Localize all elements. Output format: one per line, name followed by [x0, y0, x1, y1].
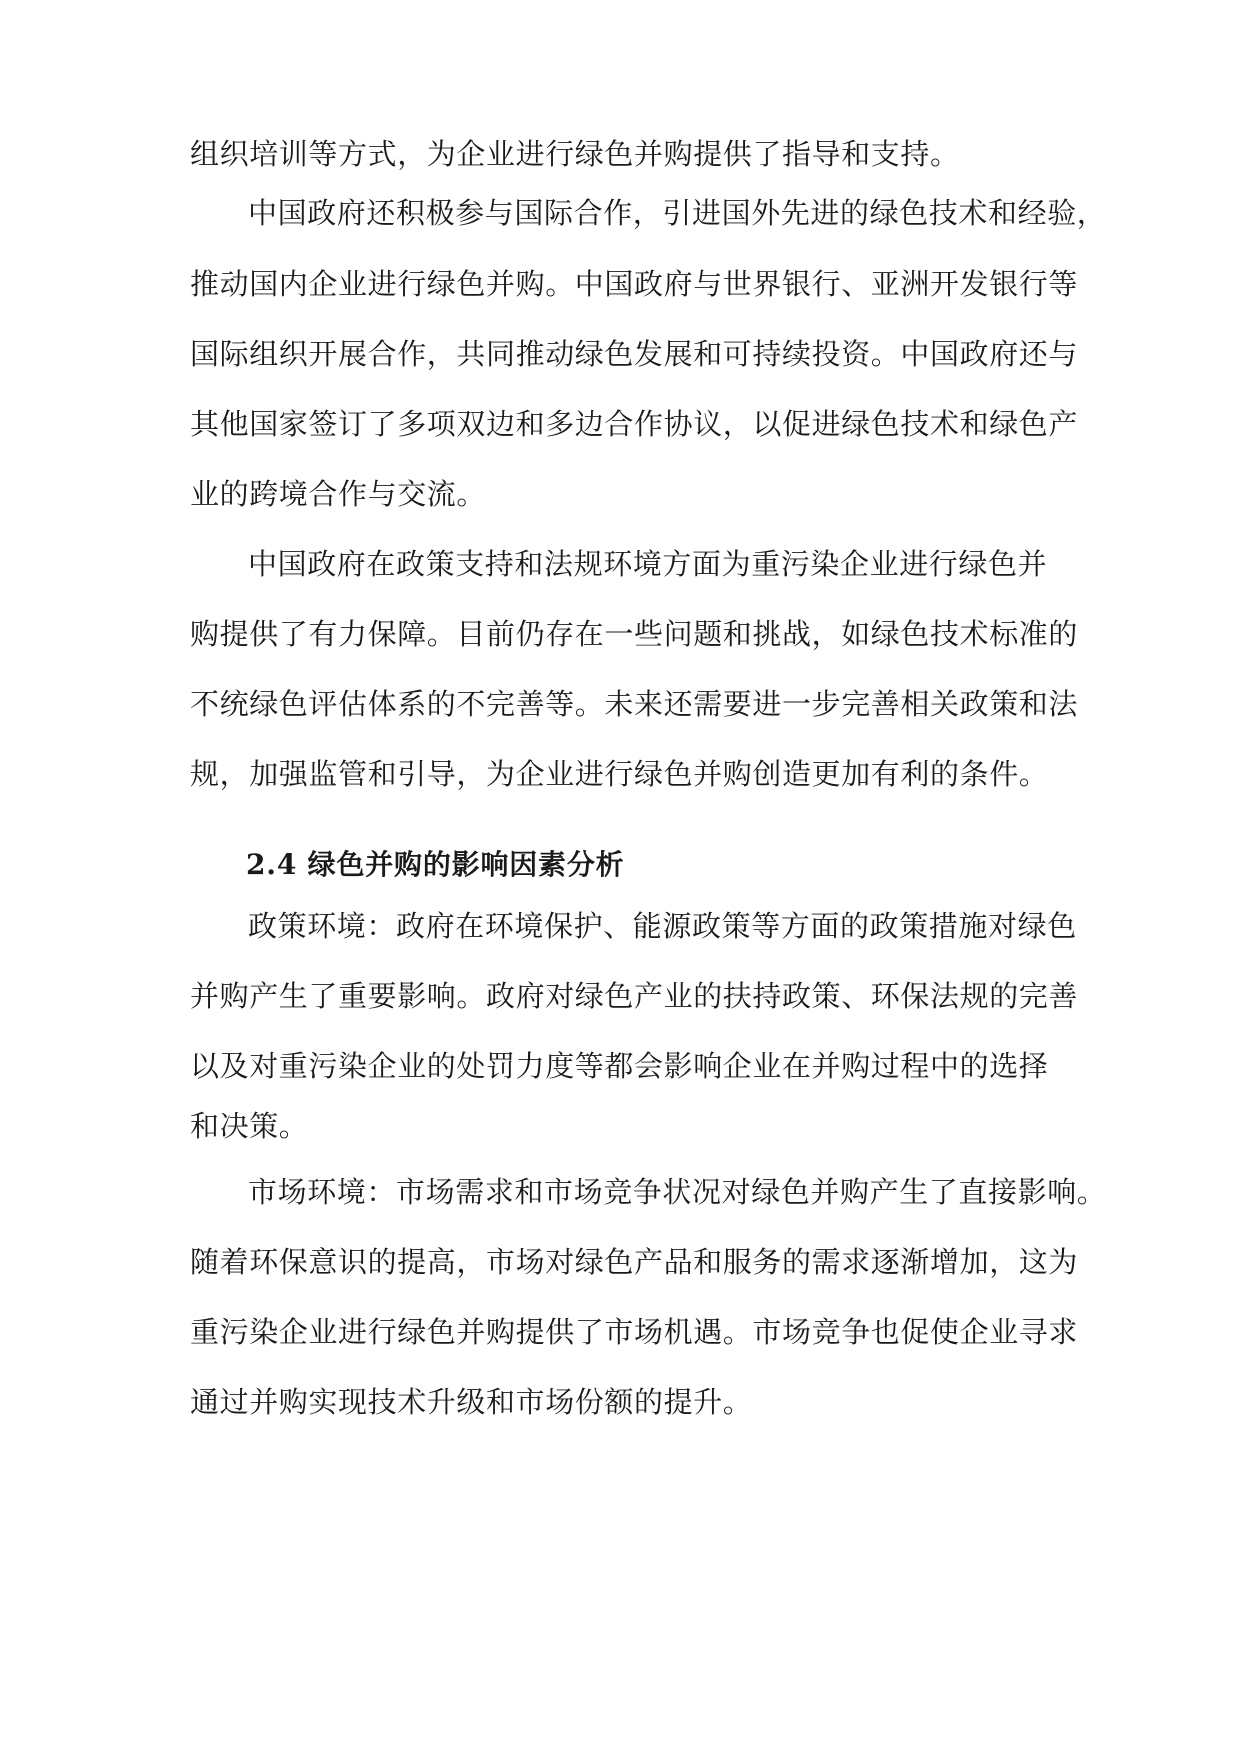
section-heading: 2.4 绿色并购的影响因素分析 [246, 848, 625, 881]
text-line: 其他国家签订了多项双边和多边合作协议，以促进绿色技术和绿色产 [190, 407, 1079, 441]
text-line: 购提供了有力保障。目前仍存在一些问题和挑战，如绿色技术标准的 [190, 617, 1079, 651]
text-line: 重污染企业进行绿色并购提供了市场机遇。市场竞争也促使企业寻求 [190, 1315, 1079, 1349]
text-line: 中国政府还积极参与国际合作，引进国外先进的绿色技术和经验， [248, 196, 1107, 230]
text-line: 组织培训等方式，为企业进行绿色并购提供了指导和支持。 [190, 137, 960, 171]
text-line: 并购产生了重要影响。政府对绿色产业的扶持政策、环保法规的完善 [190, 979, 1079, 1013]
text-line: 市场环境：市场需求和市场竞争状况对绿色并购产生了直接影响。 [248, 1175, 1107, 1209]
text-line: 规，加强监管和引导，为企业进行绿色并购创造更加有利的条件。 [190, 757, 1049, 791]
text-line: 通过并购实现技术升级和市场份额的提升。 [190, 1385, 753, 1419]
text-line: 业的跨境合作与交流。 [190, 477, 487, 511]
text-line: 以及对重污染企业的处罚力度等都会影响企业在并购过程中的选择 [190, 1049, 1049, 1083]
text-line: 国际组织开展合作，共同推动绿色发展和可持续投资。中国政府还与 [190, 337, 1079, 371]
text-line: 随着环保意识的提高，市场对绿色产品和服务的需求逐渐增加，这为 [190, 1245, 1079, 1279]
text-line: 政策环境：政府在环境保护、能源政策等方面的政策措施对绿色 [248, 909, 1077, 943]
text-line: 中国政府在政策支持和法规环境方面为重污染企业进行绿色并 [248, 547, 1048, 581]
text-line: 推动国内企业进行绿色并购。中国政府与世界银行、亚洲开发银行等 [190, 267, 1079, 301]
text-line: 不统绿色评估体系的不完善等。未来还需要进一步完善相关政策和法 [190, 687, 1079, 721]
text-line: 和决策。 [190, 1109, 309, 1143]
